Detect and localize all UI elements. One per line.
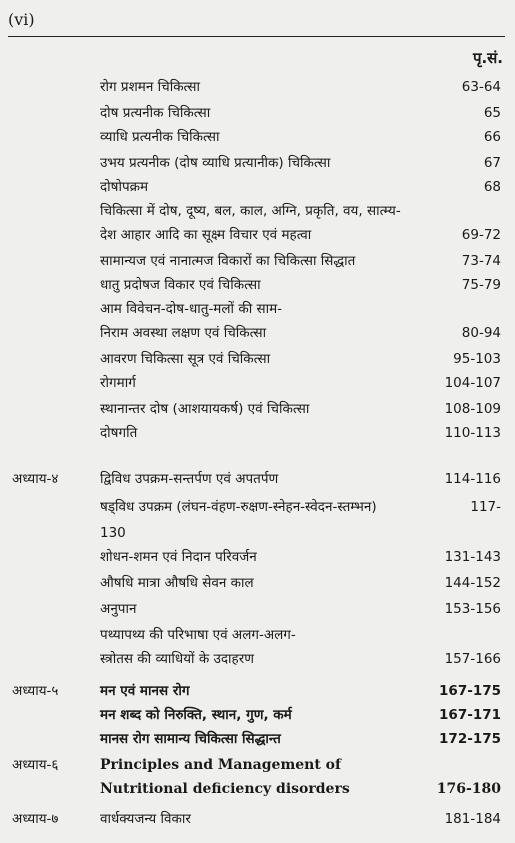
page-range: 167-175 bbox=[439, 683, 501, 699]
page-number: (vi) bbox=[8, 10, 35, 29]
page-column-header: पृ.सं. bbox=[472, 49, 503, 67]
entry-title: चिकित्सा में दोष, दूष्य, बल, काल, अग्नि, प्रकृति, वय, सात्म्य- bbox=[100, 203, 401, 219]
page-range: 73-74 bbox=[461, 253, 501, 269]
entry-title: औषधि मात्रा औषधि सेवन काल bbox=[100, 575, 254, 591]
page-range: 69-72 bbox=[461, 227, 501, 243]
entry-title: रोग प्रशमन चिकित्सा bbox=[100, 79, 201, 95]
page-range: 65 bbox=[483, 105, 501, 121]
page-range: 95-103 bbox=[453, 351, 501, 367]
entry-title: देश आहार आदि का सूक्ष्म विचार एवं महत्वा bbox=[100, 227, 312, 243]
page-range: 110-113 bbox=[444, 425, 501, 441]
page-range: 67 bbox=[483, 155, 501, 171]
page-range: 104-107 bbox=[444, 375, 501, 391]
entry-title: पथ्यापथ्य की परिभाषा एवं अलग-अलग- bbox=[100, 627, 296, 643]
page-range: 131-143 bbox=[444, 549, 501, 565]
entry-title: दोषगति bbox=[100, 425, 138, 441]
entry-title: दोषोपक्रम bbox=[100, 179, 149, 195]
header-rule bbox=[8, 36, 505, 37]
entry-title: अनुपान bbox=[100, 601, 137, 617]
entry-title: 130 bbox=[100, 525, 126, 541]
entry-title: दोष प्रत्यनीक चिकित्सा bbox=[100, 105, 211, 121]
chapter-label: अध्याय-७ bbox=[12, 811, 59, 827]
chapter-label: अध्याय-४ bbox=[12, 471, 59, 487]
page-range: 167-171 bbox=[439, 707, 501, 723]
page-range: 153-156 bbox=[444, 601, 501, 617]
page-range: 176-180 bbox=[436, 781, 501, 797]
page-range: 181-184 bbox=[444, 811, 501, 827]
page-range: 75-79 bbox=[461, 277, 501, 293]
chapter-label: अध्याय-५ bbox=[12, 683, 59, 699]
page-range: 66 bbox=[483, 129, 501, 145]
entry-title: द्विविध उपक्रम-सन्तर्पण एवं अपतर्पण bbox=[100, 471, 279, 487]
entry-title: स्त्रोतस की व्याधियों के उदाहरण bbox=[100, 651, 255, 667]
entry-title: स्थानान्तर दोष (आशयायकर्ष) एवं चिकित्सा bbox=[100, 401, 310, 417]
entry-title: निराम अवस्था लक्षण एवं चिकित्सा bbox=[100, 325, 267, 341]
entry-title: Nutritional deficiency disorders bbox=[100, 781, 350, 797]
chapter-label: अध्याय-६ bbox=[12, 757, 59, 773]
entry-title: शोधन-शमन एवं निदान परिवर्जन bbox=[100, 549, 257, 565]
page-range: 114-116 bbox=[444, 471, 501, 487]
page-range: 80-94 bbox=[461, 325, 501, 341]
page-range: 117- bbox=[470, 499, 501, 515]
page-range: 157-166 bbox=[444, 651, 501, 667]
page-range: 68 bbox=[483, 179, 501, 195]
entry-title: सामान्यज एवं नानात्मज विकारों का चिकित्सा सिद्धात bbox=[100, 253, 356, 269]
entry-title: रोगमार्ग bbox=[100, 375, 136, 391]
page-range: 144-152 bbox=[444, 575, 501, 591]
entry-title: षड्विध उपक्रम (लंघन-वंहण-रुक्षण-स्नेहन-स्वेदन-स्तम्भन) bbox=[100, 499, 377, 515]
entry-title: आवरण चिकित्सा सूत्र एवं चिकित्सा bbox=[100, 351, 271, 367]
entry-title: धातु प्रदोषज विकार एवं चिकित्सा bbox=[100, 277, 261, 293]
entry-title: उभय प्रत्यनीक (दोष व्याधि प्रत्यानीक) चिकित्सा bbox=[100, 155, 331, 171]
entry-title: मन एवं मानस रोग bbox=[100, 683, 190, 699]
entry-title: मानस रोग सामान्य चिकित्सा सिद्धान्त bbox=[100, 731, 281, 747]
page-range: 108-109 bbox=[444, 401, 501, 417]
entry-title: वार्धक्यजन्य विकार bbox=[100, 811, 191, 827]
entry-title: व्याधि प्रत्यनीक चिकित्सा bbox=[100, 129, 220, 145]
entry-title: Principles and Management of bbox=[100, 757, 342, 773]
page-range: 172-175 bbox=[439, 731, 501, 747]
entry-title: आम विवेचन-दोष-धातु-मलों की साम- bbox=[100, 301, 283, 317]
page-range: 63-64 bbox=[461, 79, 501, 95]
entry-title: मन शब्द को निरुक्ति, स्थान, गुण, कर्म bbox=[100, 707, 292, 723]
